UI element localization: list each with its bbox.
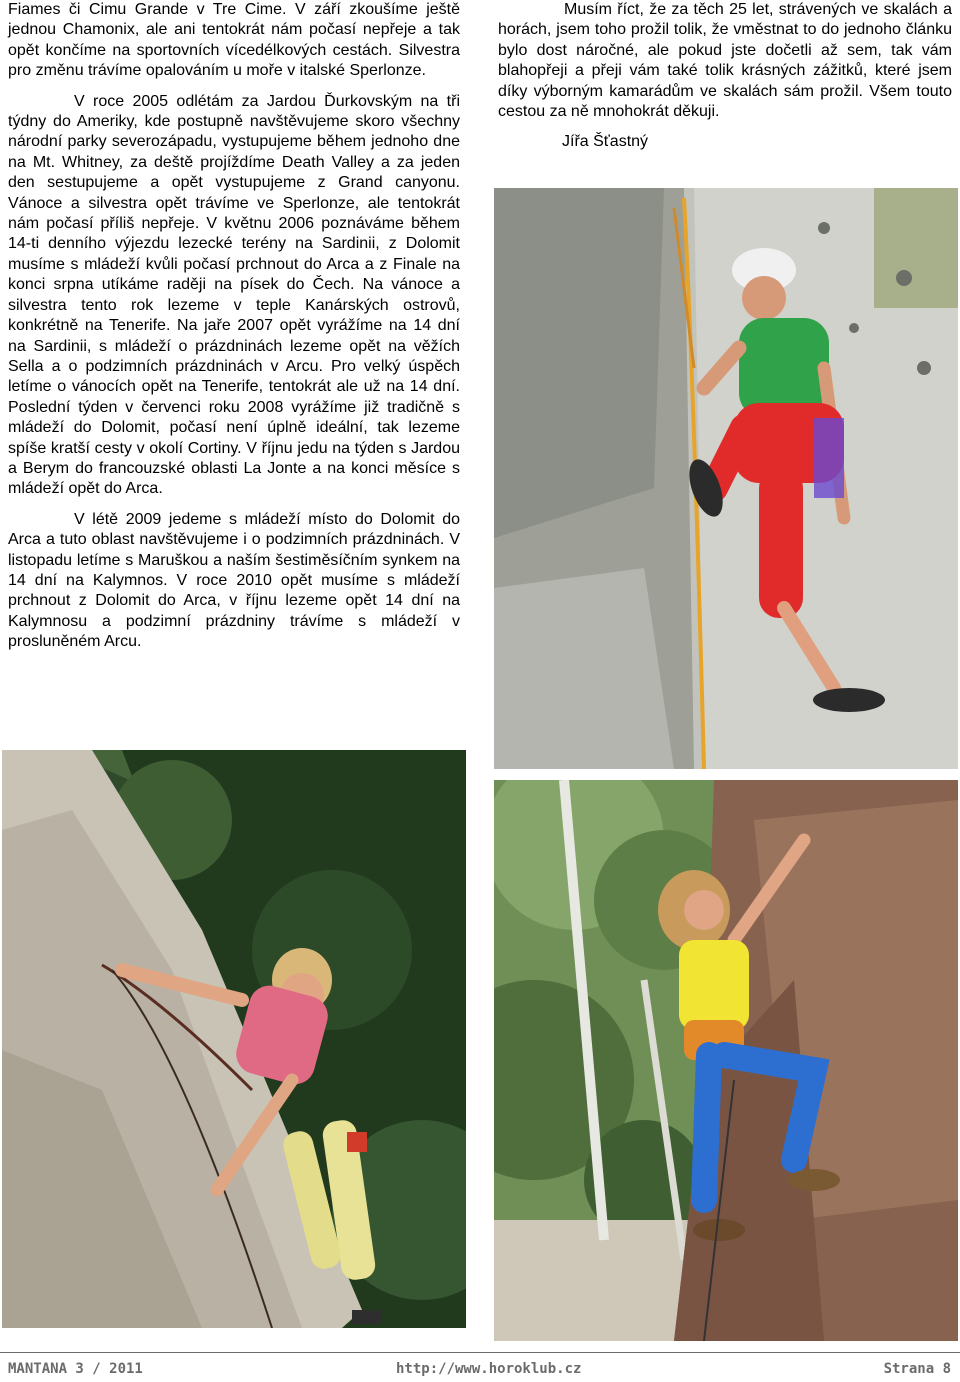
paragraph: Fiames či Cimu Grande v Tre Cime. V září zkoušíme ještě jednou Chamonix, ale ani tentokrát nám počasí nepřeje a tak opět končíme na sportovních vícedélkových cestách. Silvestra pro změnu trávíme opalováním u moře v italské Sperlonze. xyxy=(8,1,460,80)
left-text-column xyxy=(8,0,460,653)
paragraph: V roce 2005 odlétám za Jardou Ďurkovským na tři týdny do Ameriky, kde postupně navštěvujeme skoro všechny národní parky severozápadu, vystupujeme během jednoho dne na Mt. Whitney, za deště projíždíme Death Valley a za jeden den sestupujeme a opět vystupujeme z Grand canyonu. Vánoce a silvestra opět trávíme ve Sperlonze, ale tentokrát nám počasí příliš nepřeje. V květnu 2006 poznáváme během 14-ti denního výjezdu lezecké terény na Sardinii, z Dolomit musíme s mládeží kvůli počasí prchnout do Arca a z Finale na konci srpna utíkáme raději na písek do Čech. Na vánoce a silvestra tento rok lezeme v teple Kanárských ostrovů, konkrétně na Tenerife. Na jaře 2007 opět vyrážíme na 14 dní na Sardinii, s mládeží o prázdninách lezeme opět na věžích Sella a o podzimních prázdninách v Arcu. Pro velký úspěch letíme o vánocích opět na Tenerife, tentokrát ale už na 14 dní. Poslední týden v červenci roku 2008 vyrážíme již tradičně s mládeží do Dolomit, počasí není úplně ideální, tak lezeme spíše kratší cesty v okolí Cortiny. V říjnu jedu na týden s Jardou a Berym do francouzské oblasti La Jonte a na konci měsíce s mládeží opět do Arca. xyxy=(8,92,460,498)
footer-website-link[interactable]: http://www.horoklub.cz xyxy=(396,1361,582,1377)
right-text-column xyxy=(498,0,952,153)
photo-climber-slab xyxy=(2,750,466,1328)
photo-climber-yellow xyxy=(494,780,958,1341)
footer-page-number: Strana 8 xyxy=(883,1361,951,1377)
photo-climber-sandstone xyxy=(494,188,958,769)
footer-magazine-issue: MANTANA 3 / 2011 xyxy=(8,1361,143,1377)
page-footer xyxy=(0,1352,960,1382)
paragraph: V létě 2009 jedeme s mládeží místo do Dolomit do Arca a tuto oblast navštěvujeme i o podzimních prázdninách. V listopadu letíme s Maruškou a naším šestiměsíčním synkem na 14 dní na Kalymnos. V roce 2010 opět musíme s mládeží prchnout z Dolomit do Arca, v říjnu lezeme opět 14 dní na Kalymnosu a podzimní prázdniny trávíme s mládeží v prosluněném Arcu. xyxy=(8,510,460,651)
author-signature: Jířa Šťastný xyxy=(562,133,649,151)
paragraph: Musím říct, že za těch 25 let, strávených ve skalách a horách, jsem toho prožil tolik, že vměstnat to do jednoho článku bylo dost náročné, ale pokud jste dočetli až sem, tak vám blahopřeji a přeji vám také tolik krásných zážitků, které jsem díky výborným kamarádům ve skalách sám prožil. Všem touto cestou za ně mnohokrát děkuji. xyxy=(498,1,952,121)
